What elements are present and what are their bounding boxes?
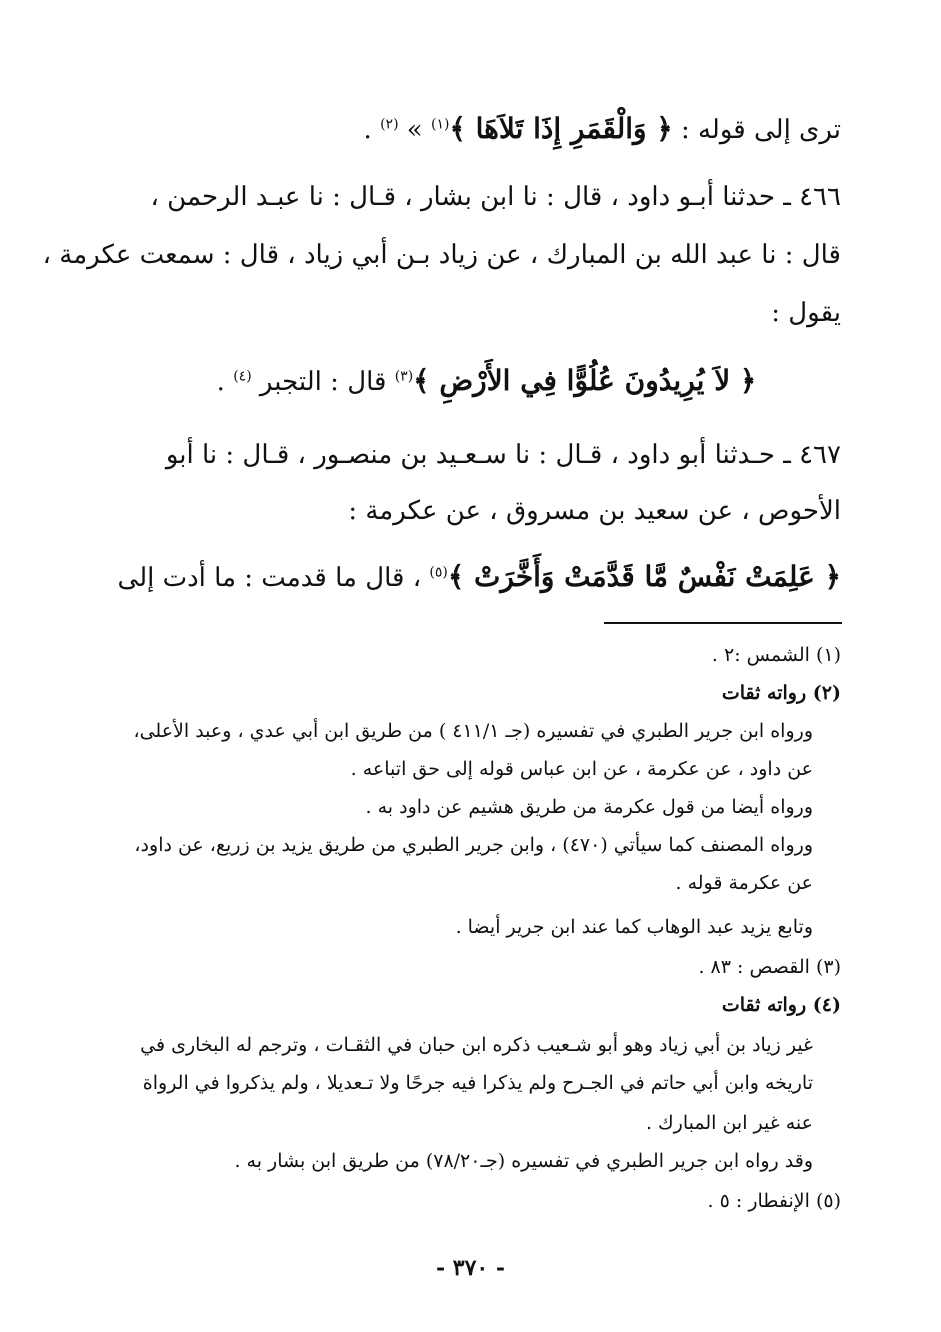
footnote-1 — [132, 644, 841, 666]
footnote-2-line: ورواه المصنف كما سيأتي (٤٧٠) ، وابن جرير الطبري من طريق يزيد بن زريع، عن داود، — [134, 834, 813, 856]
footnote-2-line: عن داود ، عن عكرمة ، عن ابن عباس قوله إلى حق اتباعه . — [350, 758, 813, 780]
footnote-2-line: ورواه أيضا من قول عكرمة من طريق هشيم عن داود به . — [365, 796, 813, 818]
footnote-2-line: ورواه ابن جرير الطبري في تفسيره (جـ ٤١١/١ ) من طريق ابن أبي عدي ، وعبد الأعلى، — [133, 720, 813, 742]
footnote-number: (١) — [815, 644, 841, 666]
quran-verse: ﴿ وَالْقَمَرِ إِذَا تَلاَهَا ﴾ — [449, 112, 673, 145]
footnote-ref[interactable]: (٢) — [380, 116, 399, 133]
footnote-divider — [604, 622, 842, 624]
footnote-text: القصص : ٨٣ . — [698, 956, 810, 978]
text-run: . — [216, 367, 234, 397]
footnote-ref[interactable]: (٥) — [429, 564, 448, 581]
text-line-2: ٤٦٦ ـ حدثنا أبـو داود ، قال : نا ابن بشار ، قـال : نا عبـد الرحمن ، — [150, 182, 841, 212]
footnote-text: رواته ثقات — [721, 682, 807, 704]
text-line-6: ٤٦٧ ـ حـدثنا أبو داود ، قـال : نا سـعـيد بن منصـور ، قـال : نا أبو — [165, 440, 841, 470]
text-line-3: قال : نا عبد الله بن المبارك ، عن زياد بـن أبي زياد ، قال : سمعت عكرمة ، — [42, 240, 841, 270]
footnote-number: (٥) — [815, 1190, 841, 1212]
text-run: » — [398, 115, 431, 145]
footnote-4-line: غير زياد بن أبي زياد وهو أبو شـعيب ذكره ابن حبان في الثقـات ، وترجم له البخارى في — [140, 1034, 813, 1056]
footnote-text: رواته ثقات — [721, 994, 807, 1016]
text-run: . — [363, 115, 381, 145]
footnote-number: (٣) — [815, 956, 841, 978]
text-run: ، قال ما قدمت : ما أدت إلى — [117, 563, 430, 593]
footnote-ref[interactable]: (٤) — [233, 368, 252, 385]
footnote-2 — [132, 682, 841, 704]
footnote-4 — [132, 994, 841, 1016]
footnote-ref[interactable]: (١) — [430, 116, 450, 133]
footnote-4-line: وقد رواه ابن جرير الطبري في تفسيره (جـ٧٨/٢٠) من طريق ابن بشار به . — [234, 1150, 813, 1172]
footnote-4-line: تاريخه وابن أبي حاتم في الجـرح ولم يذكرا فيه جرحًا ولا تـعديلا ، ولم يذكروا في الرواة — [142, 1072, 813, 1094]
footnote-2-line: وتابع يزيد عبد الوهاب كما عند ابن جرير أيضا . — [455, 916, 813, 938]
text-run: قال : التجبر — [251, 367, 395, 397]
footnote-5 — [132, 1190, 841, 1212]
text-line-8 — [117, 560, 841, 593]
footnote-2-line: عن عكرمة قوله . — [675, 872, 813, 894]
footnote-number: (٤) — [812, 994, 841, 1016]
page-number: - ٣٧٠ - — [435, 1255, 506, 1281]
footnote-ref[interactable]: (٣) — [394, 368, 414, 385]
footnote-number: (٢) — [812, 682, 841, 704]
footnote-3 — [132, 956, 841, 978]
quran-verse: ﴿ لاَ يُرِيدُونَ عُلُوًّا فِي الأَرْضِ ﴾ — [413, 364, 757, 397]
text-line-4: يقول : — [771, 298, 841, 328]
footnote-text: الإنفطار : ٥ . — [707, 1190, 810, 1212]
footnote-text: الشمس :٢ . — [711, 644, 810, 666]
text-line-7: الأحوص ، عن سعيد بن مسروق ، عن عكرمة : — [348, 496, 841, 526]
footnote-4-line: عنه غير ابن المبارك . — [645, 1112, 813, 1134]
text-line-5 — [132, 364, 841, 397]
text-line-1 — [132, 112, 841, 145]
text-run: ترى إلى قوله : — [672, 115, 841, 145]
quran-verse: ﴿ عَلِمَتْ نَفْسٌ مَّا قَدَّمَتْ وَأَخَّرَتْ ﴾ — [447, 560, 841, 593]
